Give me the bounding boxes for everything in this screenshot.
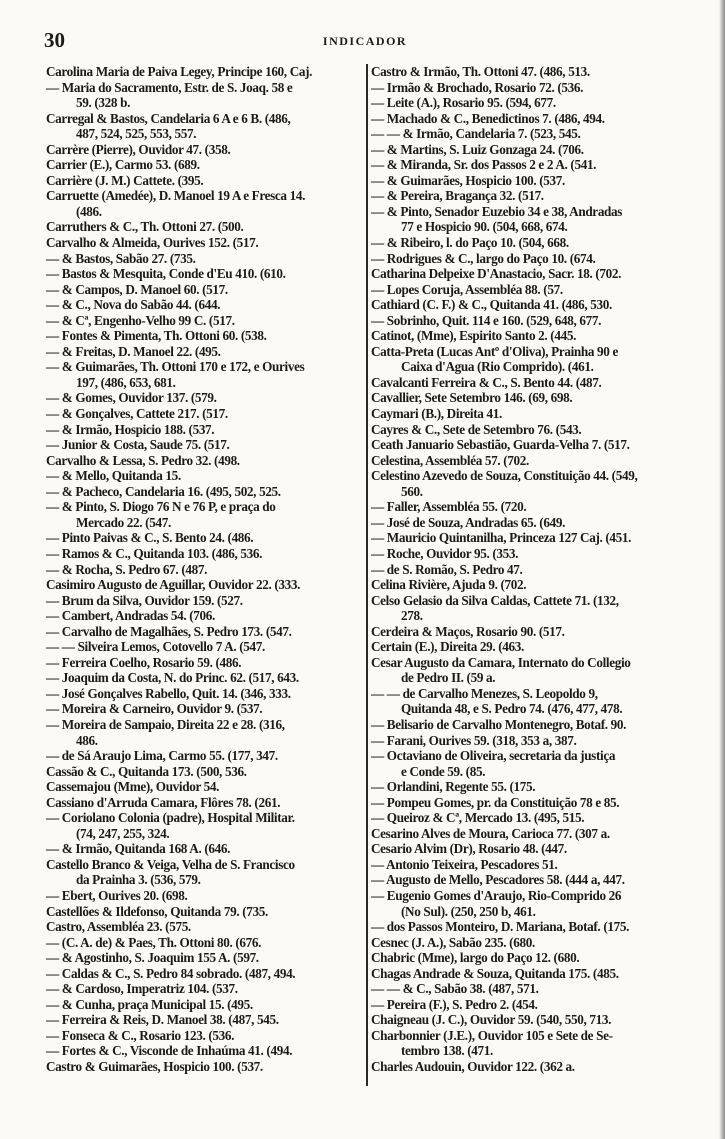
directory-entry-line: Celina Rivière, Ajuda 9. (702. — [371, 577, 527, 593]
directory-entry-line: — Antonio Teixeira, Pescadores 51. — [371, 856, 558, 872]
directory-entry-line: Catta-Preta (Lucas Antº d'Oliva), Prainha 90 e — [371, 343, 618, 359]
entry-continuation-line: Caixa d'Agua (Rio Comprido). (461. — [401, 359, 594, 375]
directory-entry-line: — Moreira & Carneiro, Ouvidor 9. (537. — [46, 701, 263, 717]
directory-entry-line: — & Freitas, D. Manoel 22. (495. — [46, 343, 221, 359]
directory-entry-line: Cassiano d'Arruda Camara, Flôres 78. (261. — [46, 794, 281, 810]
directory-entry-line: — & Pinto, S. Diogo 76 N e 76 P, e praça do — [46, 499, 276, 515]
directory-entry-line: Cesario Alvim (Dr), Rosario 48. (447. — [371, 841, 567, 857]
entry-continuation-line: Mercado 22. (547. — [76, 514, 171, 530]
directory-entry-line: — & Gonçalves, Cattete 217. (517. — [46, 406, 228, 422]
directory-entry-line: — Ferreira Coelho, Rosario 59. (486. — [46, 654, 242, 670]
directory-entry-line: — Fonseca & C., Rosario 123. (536. — [46, 1027, 235, 1043]
directory-entry-line: Celestina, Assembléa 57. (702. — [371, 452, 529, 468]
directory-entry-line: — Cambert, Andradas 54. (706. — [46, 608, 215, 624]
left-column — [46, 64, 364, 1075]
directory-entry-line: — — Silveira Lemos, Cotovello 7 A. (547. — [46, 639, 265, 655]
directory-entry-line: — Junior & Costa, Saude 75. (517. — [46, 437, 230, 453]
directory-entry-line: — Pereira (F.), S. Pedro 2. (454. — [371, 996, 538, 1012]
directory-entry-line: Castellões & Ildefonso, Quitanda 79. (735. — [46, 903, 268, 919]
directory-entry-line: — — de Carvalho Menezes, S. Leopoldo 9, — [371, 685, 598, 701]
directory-entry-line: — Sobrinho, Quit. 114 e 160. (529, 648, 677. — [371, 312, 602, 328]
directory-entry-line: — Coriolano Colonia (padre), Hospital Militar. — [46, 810, 295, 826]
directory-entry-line: — & Martins, S. Luiz Gonzaga 24. (706. — [371, 141, 584, 157]
directory-entry-line: Carrier (E.), Carmo 53. (689. — [46, 157, 200, 173]
directory-entry-line: — Pompeu Gomes, pr. da Constituição 78 e 85. — [371, 794, 620, 810]
directory-entry-line: — & Cª, Engenho-Velho 99 C. (517. — [46, 312, 235, 328]
directory-entry-line: Chabric (Mme), largo do Paço 12. (680. — [371, 950, 580, 966]
directory-entry-line: — José Gonçalves Rabello, Quit. 14. (346, 333. — [46, 685, 291, 701]
directory-entry-line: — Bastos & Mesquita, Conde d'Eu 410. (610. — [46, 266, 286, 282]
directory-entry-line: — Ramos & C., Quitanda 103. (486, 536. — [46, 545, 263, 561]
entry-continuation-line: tembro 138. (471. — [401, 1043, 493, 1059]
directory-entry-line: — Belisario de Carvalho Montenegro, Botaf. 90. — [371, 716, 627, 732]
directory-entry-line: Cesarino Alves de Moura, Carioca 77. (307 a. — [371, 825, 610, 841]
directory-entry-line: Cayres & C., Sete de Setembro 76. (543. — [371, 421, 582, 437]
directory-entry-line: Castello Branco & Veiga, Velha de S. Francisco — [46, 856, 295, 872]
directory-entry-line: — Irmão & Brochado, Rosario 72. (536. — [371, 79, 584, 95]
directory-entry-line: Castro, Assembléa 23. (575. — [46, 919, 191, 935]
directory-entry-line: — Rodrigues & C., largo do Paço 10. (674. — [371, 250, 596, 266]
directory-entry-line: — Farani, Ourives 59. (318, 353 a, 387. — [371, 732, 577, 748]
directory-entry-line: Charles Audouin, Ouvidor 122. (362 a. — [371, 1059, 575, 1074]
entry-continuation-line: 278. — [401, 608, 423, 624]
directory-entry-line: — Lopes Coruja, Assembléa 88. (57. — [371, 281, 563, 297]
directory-entry-line: — & Pacheco, Candelaria 16. (495, 502, 525. — [46, 483, 281, 499]
directory-entry-line: — Ferreira & Reis, D. Manoel 38. (487, 545. — [46, 1012, 279, 1028]
directory-entry-line: — Caldas & C., S. Pedro 84 sobrado. (487, 494. — [46, 965, 296, 981]
directory-entry-line: — Octaviano de Oliveira, secretaria da justiça — [371, 748, 616, 764]
directory-entry-line: Carvalho & Lessa, S. Pedro 32. (498. — [46, 452, 240, 468]
directory-entry-line: — Fortes & C., Visconde de Inhaúma 41. (494. — [46, 1043, 293, 1059]
entry-continuation-line: 560. — [401, 483, 423, 499]
directory-entry-line: Cavallier, Sete Setembro 146. (69, 698. — [371, 390, 573, 406]
directory-entry-line: Cerdeira & Maços, Rosario 90. (517. — [371, 623, 565, 639]
directory-entry-line: — & Irmão, Hospicio 188. (537. — [46, 421, 215, 437]
directory-entry-line: Carolina Maria de Paiva Legey, Principe 160, Caj. — [46, 64, 313, 79]
directory-entry-line: Chaigneau (J. C.), Ouvidor 59. (540, 550, 713. — [371, 1012, 612, 1028]
directory-entry-line: Castro & Irmão, Th. Ottoni 47. (486, 513. — [371, 64, 590, 79]
directory-entry-line: — & Pinto, Senador Euzebio 34 e 38, Andradas — [371, 203, 623, 219]
directory-entry-line: — & Ribeiro, l. do Paço 10. (504, 668. — [371, 235, 569, 251]
directory-entry-line: — Brum da Silva, Ouvidor 159. (527. — [46, 592, 243, 608]
entry-continuation-line: 77 e Hospicio 90. (504, 668, 674. — [401, 219, 568, 235]
directory-entry-line: — de Sá Araujo Lima, Carmo 55. (177, 347. — [46, 748, 278, 764]
page-number: 30 — [44, 28, 65, 52]
directory-entry-line: — dos Passos Monteiro, D. Mariana, Botaf. (175. — [371, 919, 630, 935]
directory-entry-line: — & Mello, Quitanda 15. — [46, 468, 181, 484]
directory-entry-line: — (C. A. de) & Paes, Th. Ottoni 80. (676. — [46, 934, 262, 950]
directory-entry-line: — Augusto de Mello, Pescadores 58. (444 a, 447. — [371, 872, 625, 888]
directory-entry-line: — Leite (A.), Rosario 95. (594, 677. — [371, 95, 556, 111]
directory-entry-line: Cassão & C., Quitanda 173. (500, 536. — [46, 763, 247, 779]
directory-entry-line: Cesar Augusto da Camara, Internato do Collegio — [371, 654, 631, 670]
directory-entry-line: — & C., Nova do Sabão 44. (644. — [46, 297, 221, 313]
directory-entry-line: Carregal & Bastos, Candelaria 6 A e 6 B. (486, — [46, 110, 291, 126]
directory-entry-line: Carvalho & Almeida, Ourives 152. (517. — [46, 235, 259, 251]
directory-entry-line: — & Cunha, praça Municipal 15. (495. — [46, 996, 253, 1012]
directory-entry-line: — & Irmão, Quitanda 168 A. (646. — [46, 841, 231, 857]
directory-entry-line: — Mauricio Quintanilha, Princeza 127 Caj. (451. — [371, 530, 632, 546]
entry-continuation-line: 486. — [76, 732, 98, 748]
directory-entry-line: — Moreira de Sampaio, Direita 22 e 28. (316, — [46, 716, 285, 732]
directory-entry-line: — Fontes & Pimenta, Th. Ottoni 60. (538. — [46, 328, 267, 344]
directory-entry-line: — Ebert, Ourives 20. (698. — [46, 887, 188, 903]
page-edge-shadow — [719, 0, 725, 1139]
directory-entry-line: — & Bastos, Sabão 27. (735. — [46, 250, 196, 266]
directory-entry-line: — & Guimarães, Hospicio 100. (537. — [371, 172, 565, 188]
directory-entry-line: — Pinto Paivas & C., S. Bento 24. (486. — [46, 530, 254, 546]
directory-entry-line: — Roche, Ouvidor 95. (353. — [371, 545, 519, 561]
directory-entry-line: — Maria do Sacramento, Estr. de S. Joaq. 58 e — [46, 79, 293, 95]
entry-continuation-line: de Pedro II. (59 a. — [401, 670, 496, 686]
directory-entry-line: — & Campos, D. Manoel 60. (517. — [46, 281, 228, 297]
column-divider — [366, 64, 368, 1086]
entry-continuation-line: da Prainha 3. (536, 579. — [76, 872, 201, 888]
directory-entry-line: — & Guimarães, Th. Ottoni 170 e 172, e Ourives — [46, 359, 305, 375]
running-head: INDICADOR — [322, 34, 408, 48]
entry-continuation-line: 59. (328 b. — [76, 95, 131, 111]
directory-entry-line: — Carvalho de Magalhães, S. Pedro 173. (547. — [46, 623, 292, 639]
directory-entry-line: Cathiard (C. F.) & C., Quitanda 41. (486, 530. — [371, 297, 612, 313]
directory-entry-line: Carrère (Pierre), Ouvidor 47. (358. — [46, 141, 231, 157]
directory-entry-line: Celso Gelasio da Silva Caldas, Cattete 71. (132, — [371, 592, 619, 608]
entry-continuation-line: 197, (486, 653, 681. — [76, 374, 176, 390]
directory-entry-line: — & Gomes, Ouvidor 137. (579. — [46, 390, 217, 406]
entry-continuation-line: 487, 524, 525, 553, 557. — [76, 126, 197, 142]
directory-entry-line: Carruette (Amedée), D. Manoel 19 A e Fresca 14. — [46, 188, 306, 204]
directory-entry-line: — Faller, Assembléa 55. (720. — [371, 499, 527, 515]
directory-entry-line: Catharina Delpeixe D'Anastacio, Sacr. 18. (702. — [371, 266, 622, 282]
directory-entry-line: — — & Irmão, Candelaria 7. (523, 545. — [371, 126, 581, 142]
directory-entry-line: Certain (E.), Direita 29. (463. — [371, 639, 524, 655]
directory-entry-line: — & Miranda, Sr. dos Passos 2 e 2 A. (541. — [371, 157, 597, 173]
directory-entry-line: Carrière (J. M.) Cattete. (395. — [46, 172, 204, 188]
directory-entry-line: Caymari (B.), Direita 41. — [371, 406, 502, 422]
directory-entry-line: — José de Souza, Andradas 65. (649. — [371, 514, 566, 530]
directory-entry-line: — Machado & C., Benedictinos 7. (486, 494. — [371, 110, 605, 126]
directory-entry-line: Ceath Januario Sebastião, Guarda-Velha 7. (517. — [371, 437, 630, 453]
directory-entry-line: Castro & Guimarães, Hospicio 100. (537. — [46, 1059, 263, 1074]
directory-entry-line: — — & C., Sabão 38. (487, 571. — [371, 981, 539, 997]
directory-entry-line: Cesnec (J. A.), Sabão 235. (680. — [371, 934, 535, 950]
directory-entry-line: — & Pereira, Bragança 32. (517. — [371, 188, 544, 204]
directory-entry-line: Cavalcanti Ferreira & C., S. Bento 44. (487. — [371, 374, 602, 390]
entry-continuation-line: (486. — [76, 203, 102, 219]
directory-entry-line: Charbonnier (J.E.), Ouvidor 105 e Sete de Se- — [371, 1027, 613, 1043]
directory-entry-line: Casimiro Augusto de Aguillar, Ouvidor 22. (333. — [46, 577, 301, 593]
entry-continuation-line: (No Sul). (250, 250 b, 461. — [401, 903, 536, 919]
directory-entry-line: — & Cardoso, Imperatriz 104. (537. — [46, 981, 238, 997]
directory-entry-line: Catinot, (Mme), Espirito Santo 2. (445. — [371, 328, 577, 344]
entry-continuation-line: (74, 247, 255, 324. — [76, 825, 170, 841]
directory-entry-line: — de S. Romão, S. Pedro 47. — [371, 561, 523, 577]
entry-continuation-line: Quitanda 48, e S. Pedro 74. (476, 477, 478. — [401, 701, 623, 717]
directory-entry-line: Celestino Azevedo de Souza, Constituição 44. (549, — [371, 468, 638, 484]
directory-entry-line: — Eugenio Gomes d'Araujo, Rio-Comprido 26 — [371, 887, 622, 903]
directory-entry-line: — Joaquim da Costa, N. do Princ. 62. (517, 643. — [46, 670, 299, 686]
directory-entry-line: — & Agostinho, S. Joaquim 155 A. (597. — [46, 950, 259, 966]
directory-entry-line: — Queiroz & Cª, Mercado 13. (495, 515. — [371, 810, 585, 826]
directory-entry-line: Carruthers & C., Th. Ottoni 27. (500. — [46, 219, 244, 235]
directory-entry-line: — Orlandini, Regente 55. (175. — [371, 779, 536, 795]
right-column — [371, 64, 716, 1075]
directory-entry-line: Chagas Andrade & Souza, Quitanda 175. (485. — [371, 965, 619, 981]
entry-continuation-line: e Conde 59. (85. — [401, 763, 486, 779]
directory-entry-line: — & Rocha, S. Pedro 67. (487. — [46, 561, 208, 577]
directory-entry-line: Cassemajou (Mme), Ouvidor 54. — [46, 779, 220, 795]
